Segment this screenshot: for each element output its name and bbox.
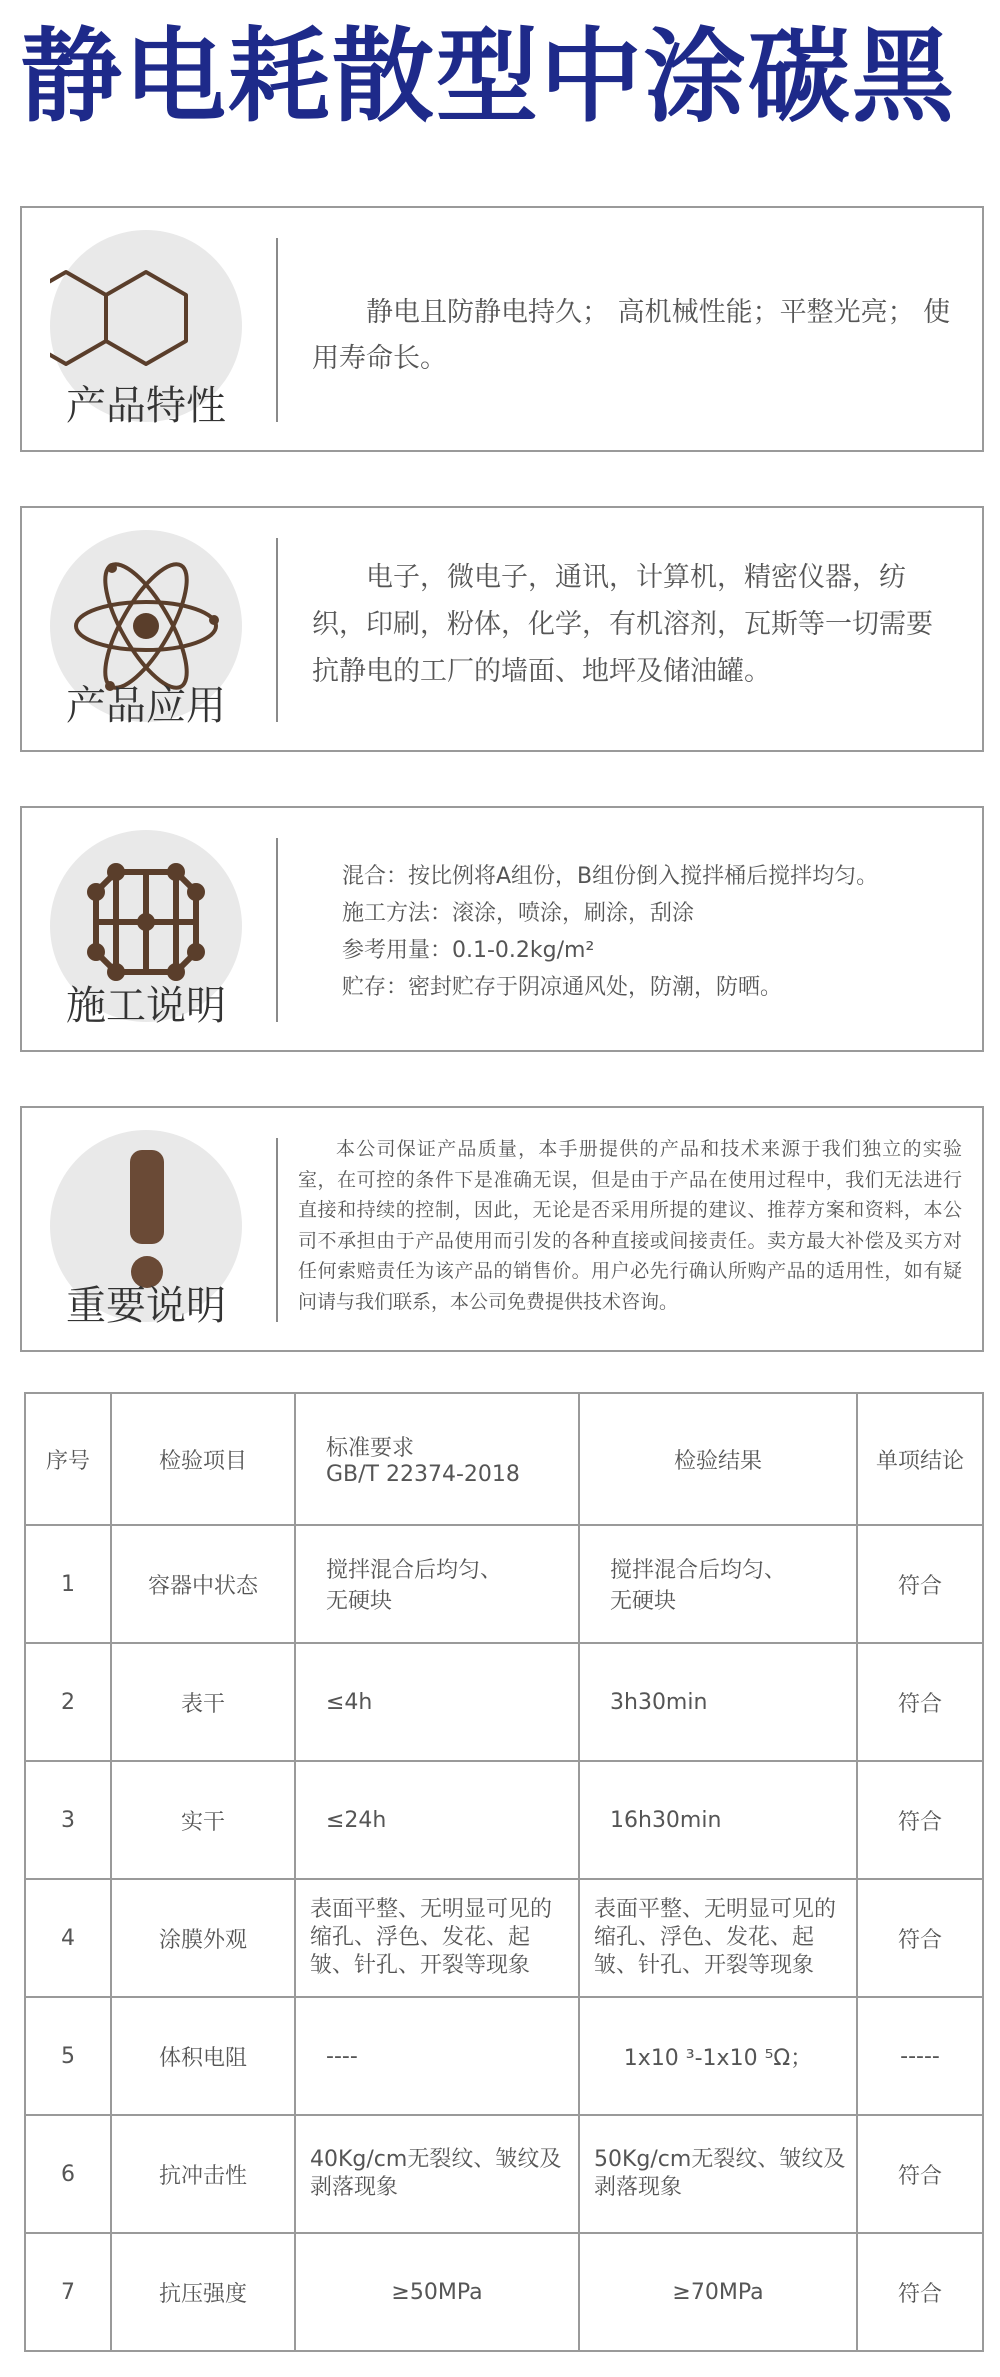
card-line: 参考用量：0.1-0.2kg/m²	[342, 938, 595, 963]
row-result: 1x10 ³-1x10 ⁵Ω；	[579, 1997, 857, 2115]
row-standard: 40Kg/cm无裂纹、皱纹及剥落现象	[295, 2115, 579, 2233]
card-construction-instructions	[20, 806, 984, 1052]
row-result: 表面平整、无明显可见的缩孔、浮色、发花、起皱、针孔、开裂等现象	[579, 1879, 857, 1997]
row-item: 涂膜外观	[111, 1879, 295, 1997]
row-conclusion: 符合	[857, 1643, 983, 1761]
card-divider	[276, 538, 278, 722]
card-line: 贮存：密封贮存于阴凉通风处，防潮，防晒。	[342, 975, 783, 1000]
card-divider	[276, 238, 278, 422]
header-cell: 标准要求 GB/T 22374-2018	[295, 1393, 579, 1525]
row-standard: ≥50MPa	[295, 2233, 579, 2351]
card-divider	[276, 1138, 278, 1322]
card-label: 产品特性	[66, 383, 226, 429]
row-item: 表干	[111, 1643, 295, 1761]
row-conclusion: 符合	[857, 1761, 983, 1879]
row-conclusion: 符合	[857, 1525, 983, 1643]
table-row	[25, 1879, 983, 1997]
card-divider	[276, 838, 278, 1022]
row-item: 体积电阻	[111, 1997, 295, 2115]
card-text	[298, 1134, 962, 1317]
row-item: 容器中状态	[111, 1525, 295, 1643]
table-header-row	[25, 1393, 983, 1525]
table-row	[25, 2115, 983, 2233]
page-title: 静电耗散型中涂碳黑	[20, 18, 956, 137]
row-number: 4	[25, 1879, 111, 1997]
row-item: 实干	[111, 1761, 295, 1879]
card-text	[312, 290, 952, 382]
row-standard: 搅拌混合后均匀、 无硬块	[295, 1525, 579, 1643]
card-important-notice	[20, 1106, 984, 1352]
row-number: 6	[25, 2115, 111, 2233]
table-row	[25, 1761, 983, 1879]
row-standard: ≤4h	[295, 1643, 579, 1761]
table-row	[25, 1525, 983, 1643]
card-line: 混合：按比例将A组份，B组份倒入搅拌桶后搅拌均匀。	[342, 864, 879, 889]
row-number: 7	[25, 2233, 111, 2351]
row-number: 5	[25, 1997, 111, 2115]
card-text	[342, 858, 952, 1006]
card-label: 施工说明	[66, 983, 226, 1029]
table-row	[25, 1997, 983, 2115]
card-line: 施工方法：滚涂，喷涂，刷涂，刮涂	[342, 901, 695, 926]
card-product-features	[20, 206, 984, 452]
card-line: 静电且防静电持久； 高机械性能；平整光亮； 使用寿命长。	[312, 297, 951, 374]
row-conclusion: 符合	[857, 1879, 983, 1997]
card-label: 产品应用	[66, 683, 226, 729]
card-text	[312, 554, 952, 695]
row-standard: ----	[295, 1997, 579, 2115]
header-cell: 单项结论	[857, 1393, 983, 1525]
row-item: 抗压强度	[111, 2233, 295, 2351]
row-result: 50Kg/cm无裂纹、皱纹及剥落现象	[579, 2115, 857, 2233]
card-line: 本公司保证产品质量，本手册提供的产品和技术来源于我们独立的实验室，在可控的条件下是准确无误，但是由于产品在使用过程中，我们无法进行直接和持续的控制，因此，无论是否采用所提的建议、推荐方案和资料，本公司不承担由于产品使用而引发的各种直接或间接责任。卖方最大补偿及买方对任何索赔责任为该产品的销售价。用户必先行确认所购产品的适用性，如有疑问请与我们联系，本公司免费提供技术咨询。	[298, 1138, 962, 1313]
row-result: ≥70MPa	[579, 2233, 857, 2351]
row-conclusion: 符合	[857, 2115, 983, 2233]
row-item: 抗冲击性	[111, 2115, 295, 2233]
row-number: 2	[25, 1643, 111, 1761]
row-number: 3	[25, 1761, 111, 1879]
row-conclusion: -----	[857, 1997, 983, 2115]
row-number: 1	[25, 1525, 111, 1643]
table-row	[25, 1643, 983, 1761]
header-cell: 检验结果	[579, 1393, 857, 1525]
row-result: 搅拌混合后均匀、 无硬块	[579, 1525, 857, 1643]
card-line: 电子，微电子，通讯，计算机，精密仪器，纺织，印刷，粉体，化学，有机溶剂，瓦斯等一切需要抗静电的工厂的墙面、地坪及储油罐。	[312, 562, 933, 687]
card-product-applications	[20, 506, 984, 752]
row-standard: 表面平整、无明显可见的缩孔、浮色、发花、起皱、针孔、开裂等现象	[295, 1879, 579, 1997]
card-label: 重要说明	[66, 1283, 226, 1329]
row-result: 16h30min	[579, 1761, 857, 1879]
header-cell: 序号	[25, 1393, 111, 1525]
row-result: 3h30min	[579, 1643, 857, 1761]
inspection-table	[24, 1392, 984, 2352]
header-cell: 检验项目	[111, 1393, 295, 1525]
table-row	[25, 2233, 983, 2351]
row-conclusion: 符合	[857, 2233, 983, 2351]
row-standard: ≤24h	[295, 1761, 579, 1879]
